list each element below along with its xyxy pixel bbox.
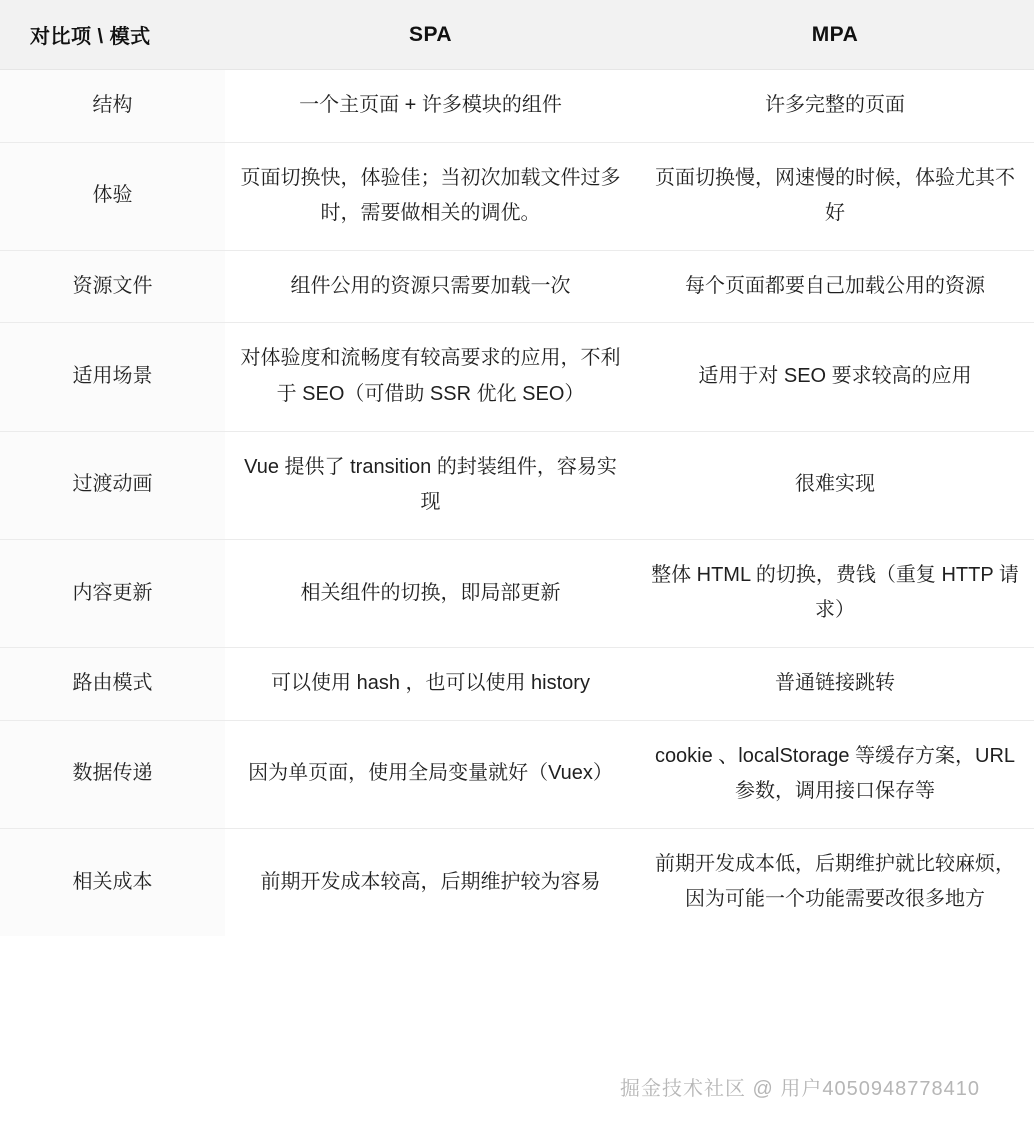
cell-spa: 前期开发成本较高，后期维护较为容易 — [260, 870, 601, 893]
table-row — [0, 431, 1034, 539]
cell-spa: 可以使用 hash ，也可以使用 history — [225, 647, 636, 720]
table-row — [0, 142, 1034, 250]
table-header — [0, 0, 1034, 70]
column-header-mpa: MPA — [636, 0, 1034, 70]
cell-mpa: 许多完整的页面 — [636, 70, 1034, 143]
cell-spa: 因为单页面，使用全局变量就好（Vuex） — [225, 720, 636, 828]
table-row — [0, 828, 1034, 936]
column-header-criteria: 对比项 \ 模式 — [0, 0, 225, 70]
cell-mpa: 每个页面都要自己加载公用的资源 — [636, 250, 1034, 323]
cell-spa: 对体验度和流畅度有较高要求的应用，不利于 SEO（可借助 SSR 优化 SEO） — [225, 323, 636, 431]
row-label: 过渡动画 — [0, 431, 225, 539]
table-body — [0, 70, 1034, 936]
table-row — [0, 250, 1034, 323]
watermark: 掘金技术社区 @ 用户4050948778410 — [620, 1078, 981, 1100]
table-row — [0, 647, 1034, 720]
row-label: 数据传递 — [0, 720, 225, 828]
row-label: 结构 — [0, 70, 225, 143]
row-label: 内容更新 — [0, 539, 225, 647]
column-header-spa: SPA — [225, 0, 636, 70]
cell-mpa: 页面切换慢，网速慢的时候，体验尤其不好 — [636, 142, 1034, 250]
table-row — [0, 539, 1034, 647]
cell-mpa: 前期开发成本低，后期维护就比较麻烦，因为可能一个功能需要改很多地方 — [655, 852, 1015, 911]
cell-mpa: 整体 HTML 的切换，费钱（重复 HTTP 请求） — [636, 539, 1034, 647]
cell-mpa: cookie 、localStorage 等缓存方案，URL 参数，调用接口保存等 — [636, 720, 1034, 828]
table-row — [0, 720, 1034, 828]
cell-spa: 一个主页面 + 许多模块的组件 — [225, 70, 636, 143]
cell-mpa: 普通链接跳转 — [636, 647, 1034, 720]
row-label: 适用场景 — [0, 323, 225, 431]
cell-mpa: 适用于对 SEO 要求较高的应用 — [636, 323, 1034, 431]
cell-spa: 相关组件的切换，即局部更新 — [225, 539, 636, 647]
row-label: 路由模式 — [0, 647, 225, 720]
row-label: 资源文件 — [0, 250, 225, 323]
row-label: 相关成本 — [0, 828, 225, 936]
cell-spa: Vue 提供了 transition 的封装组件，容易实现 — [225, 431, 636, 539]
table-header-row — [0, 0, 1034, 70]
cell-spa: 页面切换快，体验佳；当初次加载文件过多时，需要做相关的调优。 — [225, 142, 636, 250]
cell-mpa: 很难实现 — [636, 431, 1034, 539]
row-label: 体验 — [0, 142, 225, 250]
table-row — [0, 323, 1034, 431]
table-row — [0, 70, 1034, 143]
cell-spa: 组件公用的资源只需要加载一次 — [225, 250, 636, 323]
